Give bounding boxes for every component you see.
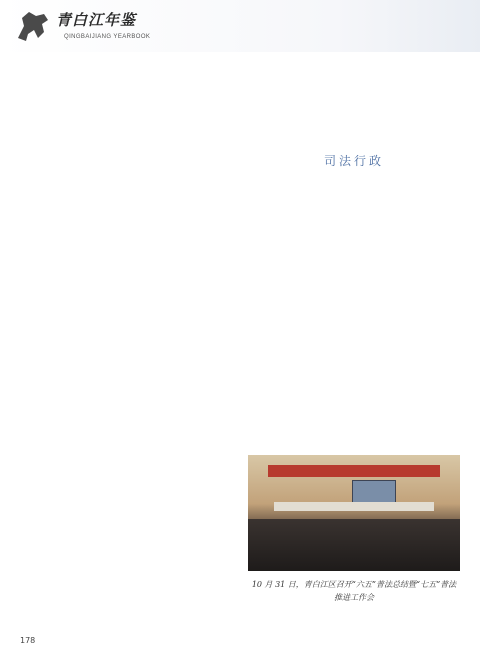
yearbook-logo-subtitle: QINGBAIJIANG YEARBOOK (64, 34, 151, 40)
photo-head-table (274, 502, 434, 511)
left-column-text (20, 60, 228, 605)
photo-red-banner (268, 465, 440, 477)
page-header (0, 0, 480, 52)
yearbook-logo-text: 青白江年鉴 (56, 11, 137, 29)
page-number: 178 (20, 636, 36, 645)
photo-caption: 10 月 31 日，青白江区召开“六五”普法总结暨“七五”普法推进工作会 (251, 580, 457, 602)
photo-audience (248, 519, 460, 571)
horse-logo-icon (14, 8, 54, 44)
meeting-photo (248, 455, 460, 571)
right-column-text (248, 60, 460, 372)
section-title: 司法行政 (323, 154, 384, 168)
